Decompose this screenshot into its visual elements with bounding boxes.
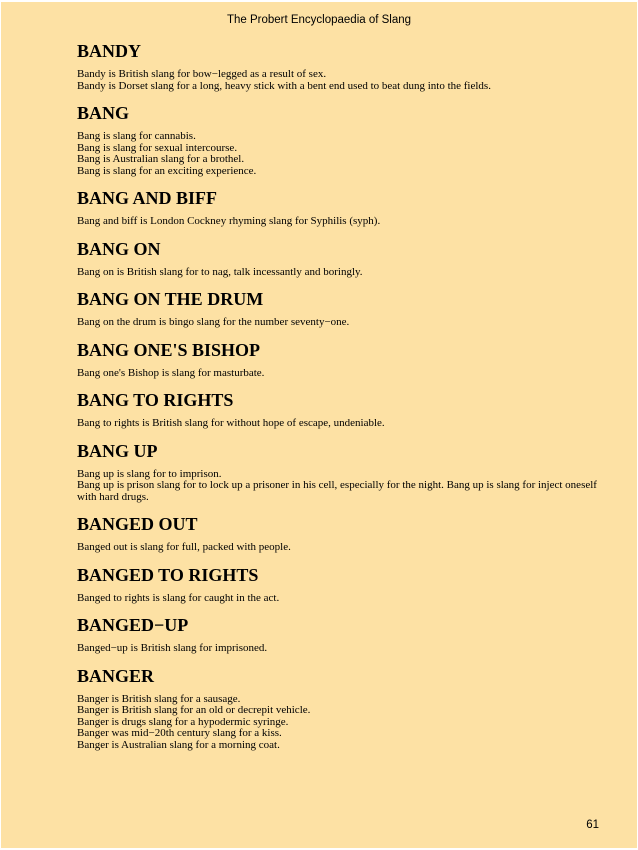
page-number: 61 <box>586 819 599 831</box>
dictionary-entry <box>77 389 597 430</box>
definition-line: Bang and biff is London Cockney rhyming slang for Syphilis (syph). <box>77 215 381 227</box>
definition-line: Bang is slang for sexual intercourse. <box>77 141 238 154</box>
definition-line: Banger is British slang for a sausage. <box>77 692 241 705</box>
definition-list <box>77 368 597 380</box>
dictionary-entry <box>77 40 597 92</box>
dictionary-entry <box>77 339 597 380</box>
definition-list <box>77 131 597 177</box>
entry-headword: BANG TO RIGHTS <box>77 390 234 410</box>
entry-headword: BANG ONE'S BISHOP <box>77 339 261 360</box>
dictionary-entry <box>77 187 597 228</box>
definition-line: Bang up is slang for to imprison. <box>77 467 222 480</box>
dictionary-entry <box>77 102 597 177</box>
definition-line: Banger is drugs slang for a hypodermic syringe. <box>77 715 289 728</box>
definition-line: Banger was mid−20th century slang for a kiss. <box>77 727 282 739</box>
entry-headword: BANGED TO RIGHTS <box>77 564 259 585</box>
definition-line: Banged−up is British slang for imprisoned. <box>77 642 268 654</box>
definition-line: Bang one's Bishop is slang for masturbate. <box>77 366 265 379</box>
entry-headword: BANGED−UP <box>77 615 189 635</box>
definition-list <box>77 69 597 92</box>
entry-headword: BANGER <box>77 665 155 686</box>
definition-line: Bang on the drum is bingo slang for the number seventy−one. <box>77 316 350 328</box>
definition-list <box>77 317 597 329</box>
definition-list <box>77 267 597 279</box>
entry-headword: BANG UP <box>77 440 158 461</box>
definition-list <box>77 593 597 605</box>
definition-line: Bang on is British slang for to nag, talk incessantly and boringly. <box>77 265 363 278</box>
dictionary-entry <box>77 288 597 329</box>
definition-list <box>77 216 597 228</box>
entry-headword: BANDY <box>77 41 142 61</box>
definition-list <box>77 469 597 504</box>
entry-headword: BANG ON THE DRUM <box>77 289 264 309</box>
dictionary-entry <box>77 665 597 752</box>
running-header: The Probert Encyclopaedia of Slang <box>226 14 412 26</box>
definition-line: Banged out is slang for full, packed with people. <box>77 541 291 553</box>
entry-list <box>77 40 597 761</box>
definition-line: Bandy is British slang for bow−legged as a result of sex. <box>77 68 327 80</box>
entry-headword: BANG AND BIFF <box>77 188 218 208</box>
definition-list <box>77 694 597 752</box>
dictionary-entry <box>77 513 597 554</box>
dictionary-entry <box>77 440 597 504</box>
definition-list <box>77 418 597 430</box>
definition-list <box>77 542 597 554</box>
definition-line: Bang up is prison slang for to lock up a prisoner in his cell, especially for the night. Bang up is slang for inject oneself with hard drugs. <box>77 479 597 503</box>
dictionary-entry <box>77 614 597 655</box>
definition-line: Bang to rights is British slang for without hope of escape, undeniable. <box>77 417 385 429</box>
definition-line: Banger is Australian slang for a morning coat. <box>77 738 280 751</box>
definition-line: Banged to rights is slang for caught in the act. <box>77 591 280 604</box>
entry-headword: BANG <box>77 103 130 123</box>
definition-line: Bang is slang for an exciting experience. <box>77 164 257 177</box>
dictionary-entry <box>77 238 597 279</box>
document-page <box>1 2 637 848</box>
definition-line: Bandy is Dorset slang for a long, heavy stick with a bent end used to beat dung into the fields. <box>77 79 491 92</box>
entry-headword: BANGED OUT <box>77 514 198 534</box>
definition-line: Bang is Australian slang for a brothel. <box>77 153 245 165</box>
definition-list <box>77 643 597 655</box>
dictionary-entry <box>77 564 597 605</box>
definition-line: Banger is British slang for an old or decrepit vehicle. <box>77 704 311 716</box>
definition-line: Bang is slang for cannabis. <box>77 130 196 142</box>
entry-headword: BANG ON <box>77 238 161 259</box>
